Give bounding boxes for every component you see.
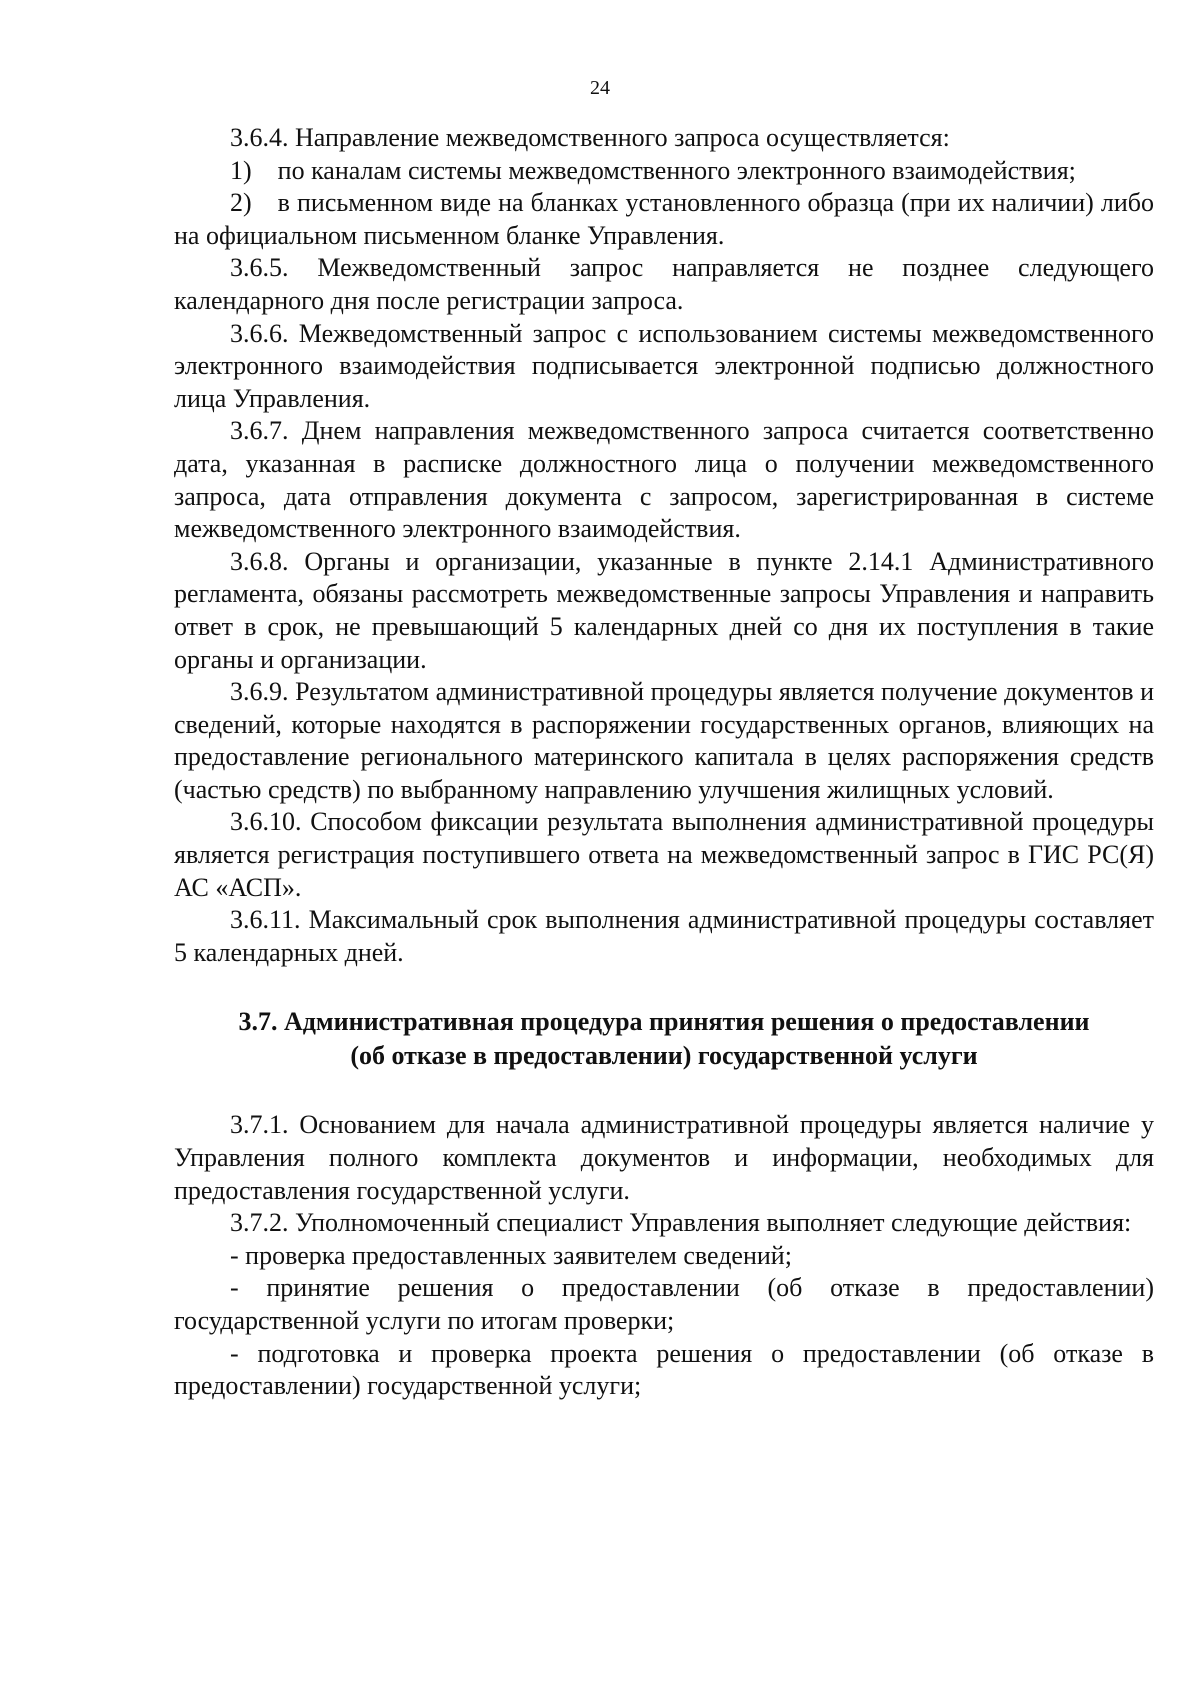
page-number: 24 — [590, 77, 610, 99]
paragraph-3-6-6: 3.6.6. Межведомственный запрос с использованием системы межведомственного электронного взаимодействия подписывается электронной подписью должностного лица Управления. — [174, 318, 1154, 413]
section-heading-line-1: 3.7. Административная процедура принятия решения о предоставлении — [238, 1007, 1090, 1037]
document-body — [174, 122, 1154, 1403]
paragraph-3-7-1: 3.7.1. Основанием для начала административной процедуры является наличие у Управления полного комплекта документов и информации, необходимых для предоставления государственной услуги. — [174, 1110, 1154, 1205]
paragraph-3-6-10: 3.6.10. Способом фиксации результата выполнения административной процедуры является регистрация поступившего ответа на межведомственный запрос в ГИС РС(Я) АС «АСП». — [174, 807, 1154, 902]
paragraph-3-6-5: 3.6.5. Межведомственный запрос направляется не позднее следующего календарного дня после регистрации запроса. — [174, 253, 1154, 315]
list-item-1: 1) по каналам системы межведомственного электронного взаимодействия; — [230, 155, 1076, 185]
paragraph-3-6-7: 3.6.7. Днем направления межведомственного запроса считается соответственно дата, указанная в расписке должностного лица о получении межведомственного запроса, дата отправления документа с запросом, зарегистрированная в системе межведомственного электронного взаимодействия. — [174, 416, 1154, 544]
paragraph-3-6-11: 3.6.11. Максимальный срок выполнения административной процедуры составляет 5 календарных дней. — [174, 905, 1154, 967]
paragraph-3-6-8: 3.6.8. Органы и организации, указанные в пункте 2.14.1 Административного регламента, обязаны рассмотреть межведомственные запросы Управления и направить ответ в срок, не превышающий 5 календарных дней со дня их поступления в такие органы и организации. — [174, 546, 1154, 674]
section-heading-line-2: (об отказе в предоставлении) государственной услуги — [350, 1041, 978, 1071]
section-heading-3-7 — [174, 1005, 1154, 1073]
dash-item-3: - подготовка и проверка проекта решения о предоставлении (об отказе в предоставлении) государственной услуги; — [174, 1338, 1154, 1401]
paragraph-3-6-4: 3.6.4. Направление межведомственного запроса осуществляется: — [230, 123, 950, 152]
list-item-2: 2) в письменном виде на бланках установленного образца (при их наличии) либо на официальном письменном бланке Управления. — [174, 188, 1154, 250]
paragraph-3-6-9: 3.6.9. Результатом административной процедуры является получение документов и сведений, которые находятся в распоряжении государственных органов, влияющих на предоставление регионального материнского капитала в целях распоряжения средств (частью средств) по выбранному направлению улучшения жилищных условий. — [174, 677, 1154, 804]
dash-item-2: - принятие решения о предоставлении (об отказе в предоставлении) государственной услуги по итогам проверки; — [174, 1273, 1154, 1335]
paragraph-3-7-2: 3.7.2. Уполномоченный специалист Управления выполняет следующие действия: — [230, 1208, 1132, 1238]
dash-item-1: - проверка предоставленных заявителем сведений; — [230, 1240, 792, 1270]
